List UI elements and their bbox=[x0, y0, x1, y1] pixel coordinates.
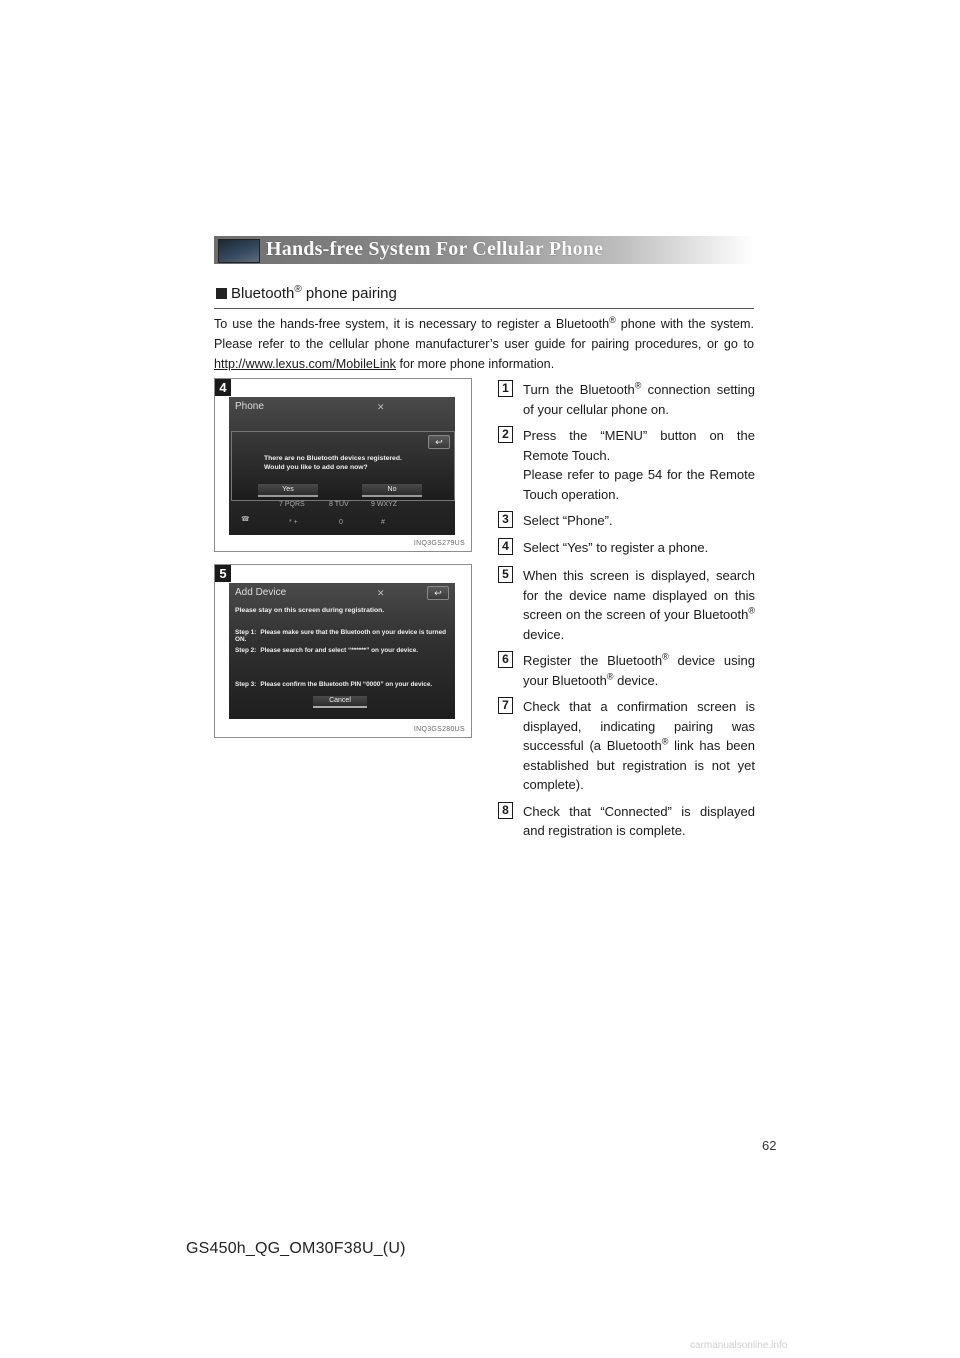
intro-paragraph: To use the hands-free system, it is necessary to register a Bluetooth® phone with the system. Please refer to the cellular phone manufacturer’s user guide for pairing procedures, or go to http://www.lexus.com/MobileLink for more phone information. bbox=[214, 314, 754, 371]
step-item: 7 Check that a confirmation screen is displayed, indicating pairing was successful (a Bluetooth® link has been established but registration is not yet complete). bbox=[498, 697, 755, 795]
instruction-step: Step 2: Please search for and select “******” on your device. bbox=[235, 647, 419, 654]
figure-add-device-screen bbox=[214, 564, 472, 738]
keypad-key[interactable]: # bbox=[381, 519, 385, 526]
section-heading bbox=[214, 284, 754, 309]
watermark: carmanualsonline.info bbox=[690, 1340, 788, 1351]
dialog-message: There are no Bluetooth devices registered. Would you like to add one now? bbox=[264, 455, 402, 471]
step-item: 4 Select “Yes” to register a phone. bbox=[498, 538, 755, 558]
step-number: 1 bbox=[498, 380, 513, 397]
no-devices-dialog bbox=[231, 431, 455, 501]
bluetooth-status-icon: ✕ bbox=[377, 402, 385, 412]
steps-list bbox=[498, 380, 755, 848]
screen-title: Phone bbox=[235, 401, 264, 412]
screen-subtitle: Please stay on this screen during registration. bbox=[235, 607, 385, 614]
figure-caption: INQ3GS279US bbox=[413, 540, 465, 547]
figure-caption: INQ3GS280US bbox=[413, 726, 465, 733]
keypad-key[interactable]: 0 bbox=[339, 519, 343, 526]
keypad-key[interactable]: 7 PQRS bbox=[279, 501, 305, 508]
back-icon[interactable]: ↩ bbox=[428, 435, 450, 449]
document-code: GS450h_QG_OM30F38U_(U) bbox=[186, 1240, 406, 1257]
figure-phone-screen bbox=[214, 378, 472, 552]
mobilelink-link[interactable]: http://www.lexus.com/MobileLink bbox=[214, 357, 396, 371]
figure-number: 4 bbox=[215, 379, 231, 396]
page-title: Hands-free System For Cellular Phone bbox=[266, 238, 604, 260]
cancel-button[interactable]: Cancel bbox=[313, 696, 367, 708]
banner-car-icon bbox=[218, 239, 260, 263]
back-icon[interactable]: ↩ bbox=[427, 586, 449, 600]
step-number: 3 bbox=[498, 511, 513, 528]
instruction-step: Step 3: Please confirm the Bluetooth PIN “0000” on your device. bbox=[235, 681, 433, 688]
section-title: Bluetooth® phone pairing bbox=[231, 284, 397, 302]
step-number: 5 bbox=[498, 566, 513, 583]
step-number: 8 bbox=[498, 802, 513, 819]
figure-number: 5 bbox=[215, 565, 231, 582]
screen-title: Add Device bbox=[235, 587, 287, 598]
instruction-step: Step 1: Please make sure that the Bluetooth on your device is turned ON. bbox=[235, 629, 447, 643]
step-number: 4 bbox=[498, 538, 513, 555]
step-number: 7 bbox=[498, 697, 513, 714]
keypad bbox=[229, 501, 455, 535]
step-item: 5 When this screen is displayed, search for the device name displayed on this screen on the screen of your Bluetooth® device. bbox=[498, 566, 755, 644]
no-button[interactable]: No bbox=[362, 484, 422, 497]
page-number: 62 bbox=[762, 1138, 777, 1153]
keypad-key[interactable]: * + bbox=[289, 519, 298, 526]
square-bullet-icon bbox=[216, 288, 227, 299]
bluetooth-status-icon: ✕ bbox=[377, 588, 385, 598]
keypad-key[interactable]: 8 TUV bbox=[329, 501, 349, 508]
phone-handset-icon[interactable]: ☎ bbox=[241, 516, 250, 523]
step-item: 6 Register the Bluetooth® device using your Bluetooth® device. bbox=[498, 651, 755, 690]
step-item: 3 Select “Phone”. bbox=[498, 511, 755, 531]
add-device-screen bbox=[229, 583, 455, 719]
section-banner bbox=[214, 236, 754, 264]
step-item: 8 Check that “Connected” is displayed and registration is complete. bbox=[498, 802, 755, 841]
step-item: 1 Turn the Bluetooth® connection setting of your cellular phone on. bbox=[498, 380, 755, 419]
phone-screen bbox=[229, 397, 455, 535]
step-number: 6 bbox=[498, 651, 513, 668]
yes-button[interactable]: Yes bbox=[258, 484, 318, 497]
step-item: 2 Press the “MENU” button on the Remote Touch. Please refer to page 54 for the Remote Touch operation. bbox=[498, 426, 755, 504]
keypad-key[interactable]: 9 WXYZ bbox=[371, 501, 398, 508]
step-number: 2 bbox=[498, 426, 513, 443]
